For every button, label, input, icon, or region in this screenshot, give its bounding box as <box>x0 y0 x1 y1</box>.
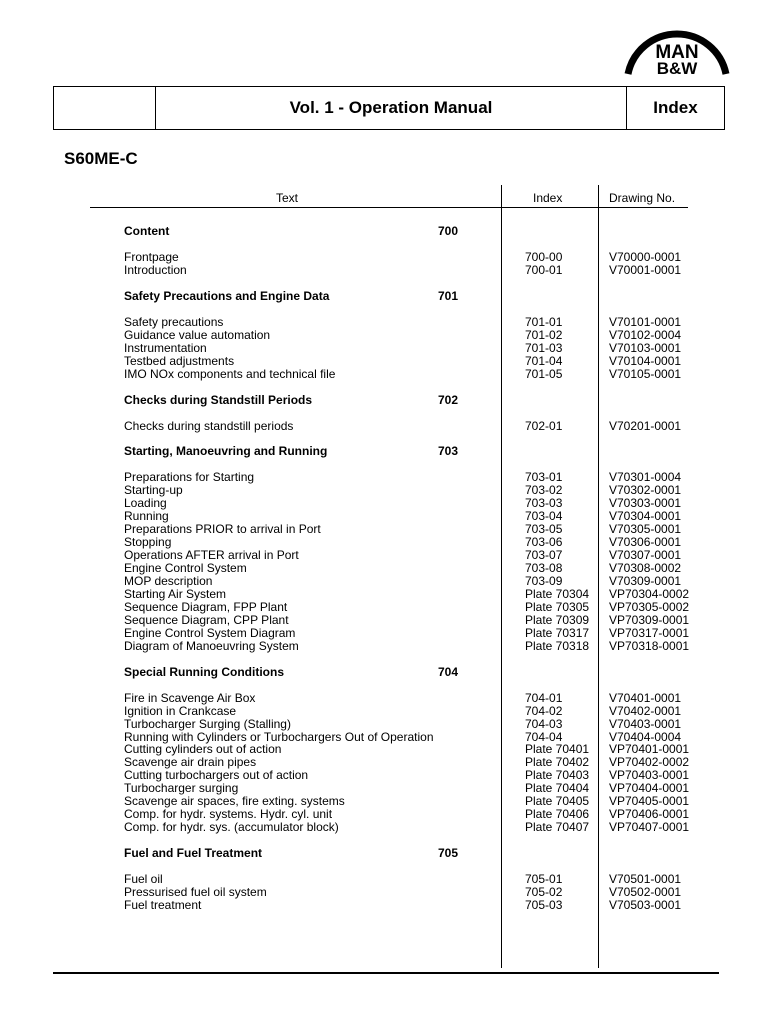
item-text: Engine Control System <box>124 561 247 576</box>
item-text: MOP description <box>124 574 213 588</box>
item-text: Fire in Scavenge Air Box <box>124 690 256 705</box>
item-drawing: V70302-0001 <box>609 483 682 498</box>
item-drawing: VP70403-0001 <box>609 768 690 783</box>
item-text: Preparations for Starting <box>124 470 255 485</box>
item-drawing: V70503-0001 <box>609 897 682 912</box>
item-text: Frontpage <box>124 249 179 264</box>
item-index: Plate 70318 <box>525 638 590 653</box>
item-drawing: V70501-0001 <box>609 872 682 887</box>
item-text: Starting Air System <box>124 586 227 601</box>
item-index: Plate 70304 <box>525 586 590 601</box>
item-index: 701-04 <box>525 353 563 368</box>
header-blank-cell <box>54 87 156 129</box>
item-index: Plate 70407 <box>525 820 590 835</box>
drawing-column-divider <box>598 185 599 968</box>
item-index: 705-03 <box>525 897 563 912</box>
item-text: Turbocharger Surging (Stalling) <box>124 716 291 731</box>
item-drawing: V70306-0001 <box>609 535 682 550</box>
item-text: Safety precautions <box>124 314 224 329</box>
item-index: Plate 70403 <box>525 768 590 783</box>
item-index: 704-04 <box>525 729 563 744</box>
item-text: Pressurised fuel oil system <box>124 885 267 899</box>
section-code: 703 <box>438 444 459 459</box>
engine-model: S60ME-C <box>64 149 138 168</box>
section-code: 701 <box>438 288 459 303</box>
item-drawing: VP70402-0002 <box>609 755 690 770</box>
item-index: 701-01 <box>525 314 563 329</box>
item-text: Starting-up <box>124 483 183 498</box>
item-index: 703-05 <box>525 522 563 537</box>
item-drawing: V70403-0001 <box>609 716 682 731</box>
item-index: Plate 70402 <box>525 755 590 770</box>
section-title: Safety Precautions and Engine Data <box>124 288 330 303</box>
item-text: Sequence Diagram, FPP Plant <box>124 599 288 614</box>
item-drawing: V70401-0001 <box>609 690 682 705</box>
section-title: Checks during Standstill Periods <box>124 392 313 407</box>
item-drawing: VP70407-0001 <box>609 820 690 835</box>
header-box <box>53 86 725 130</box>
item-drawing: VP70405-0001 <box>609 794 690 809</box>
item-text: Stopping <box>124 535 172 550</box>
item-index: 705-02 <box>525 885 563 899</box>
item-index: 704-01 <box>525 690 563 705</box>
item-text: Scavenge air drain pipes <box>124 755 257 770</box>
item-drawing: V70103-0001 <box>609 340 682 355</box>
section-code: 704 <box>438 664 459 679</box>
item-text: Comp. for hydr. systems. Hydr. cyl. unit <box>124 807 333 822</box>
item-index: 703-04 <box>525 509 563 524</box>
section-title: Special Running Conditions <box>124 664 284 679</box>
man-bw-logo <box>622 18 732 78</box>
col-header-text: Text <box>276 191 299 205</box>
section-code: 702 <box>438 392 459 407</box>
section-title: Fuel and Fuel Treatment <box>124 846 263 861</box>
item-text: Checks during standstill periods <box>124 418 294 433</box>
section-code: 705 <box>438 846 459 861</box>
item-text: Cutting cylinders out of action <box>124 742 282 757</box>
item-index: 703-08 <box>525 561 563 576</box>
item-drawing: V70305-0001 <box>609 522 682 537</box>
item-drawing: VP70318-0001 <box>609 638 690 653</box>
section-code: 700 <box>438 224 459 238</box>
item-drawing: VP70305-0002 <box>609 599 690 614</box>
item-index: 703-02 <box>525 483 563 498</box>
item-index: 703-06 <box>525 535 563 550</box>
item-text: Comp. for hydr. sys. (accumulator block) <box>124 820 339 835</box>
col-header-index: Index <box>533 191 563 205</box>
item-drawing: VP70406-0001 <box>609 807 690 822</box>
footer-rule <box>53 972 719 974</box>
item-text: Sequence Diagram, CPP Plant <box>124 612 289 627</box>
item-text: Ignition in Crankcase <box>124 703 237 718</box>
item-drawing: VP70317-0001 <box>609 625 690 640</box>
item-index: 703-09 <box>525 574 563 588</box>
item-index: 704-03 <box>525 716 563 731</box>
item-drawing: V70303-0001 <box>609 496 682 511</box>
item-drawing: V70402-0001 <box>609 703 682 718</box>
item-text: Turbocharger surging <box>124 781 239 796</box>
logo-line2: B&W <box>656 59 698 78</box>
item-index: Plate 70406 <box>525 807 590 822</box>
item-index: 705-01 <box>525 872 563 887</box>
item-index: Plate 70305 <box>525 599 590 614</box>
item-drawing: V70001-0001 <box>609 262 682 277</box>
item-index: Plate 70309 <box>525 612 590 627</box>
section-title: Starting, Manoeuvring and Running <box>124 444 328 459</box>
item-index: Plate 70404 <box>525 781 590 796</box>
item-text: Fuel oil <box>124 872 163 887</box>
item-index: 700-01 <box>525 262 563 277</box>
index-label: Index <box>653 98 698 117</box>
item-index: 701-05 <box>525 366 563 381</box>
item-text: Running <box>124 509 169 524</box>
item-index: 704-02 <box>525 703 563 718</box>
item-drawing: V70201-0001 <box>609 418 682 433</box>
item-text: Instrumentation <box>124 340 207 355</box>
item-text: Diagram of Manoeuvring System <box>124 638 299 653</box>
item-index: 700-00 <box>525 249 563 264</box>
logo-line1: MAN <box>655 42 699 63</box>
col-header-drawing: Drawing No. <box>609 191 676 205</box>
item-text: Engine Control System Diagram <box>124 625 296 640</box>
item-drawing: V70101-0001 <box>609 314 682 329</box>
item-text: IMO NOx components and technical file <box>124 366 336 381</box>
item-index: Plate 70317 <box>525 625 590 640</box>
item-text: Running with Cylinders or Turbochargers Out of Operation <box>124 729 434 744</box>
index-column-divider <box>501 185 502 968</box>
item-index: 703-01 <box>525 470 563 485</box>
item-index: 702-01 <box>525 418 563 433</box>
item-drawing: V70502-0001 <box>609 885 682 899</box>
manual-title: Vol. 1 - Operation Manual <box>156 87 627 129</box>
item-drawing: V70307-0001 <box>609 548 682 563</box>
item-index: 703-03 <box>525 496 563 511</box>
item-text: Operations AFTER arrival in Port <box>124 548 299 563</box>
item-drawing: VP70404-0001 <box>609 781 690 796</box>
item-drawing: V70105-0001 <box>609 366 682 381</box>
item-text: Testbed adjustments <box>124 353 235 368</box>
item-drawing: V70301-0004 <box>609 470 682 485</box>
item-drawing: VP70304-0002 <box>609 586 690 601</box>
item-drawing: V70308-0002 <box>609 561 682 576</box>
item-drawing: V70404-0004 <box>609 729 682 744</box>
item-drawing: VP70401-0001 <box>609 742 690 757</box>
item-text: Fuel treatment <box>124 897 202 912</box>
item-drawing: VP70309-0001 <box>609 612 690 627</box>
item-index: 703-07 <box>525 548 563 563</box>
item-text: Scavenge air spaces, fire exting. systems <box>124 794 345 809</box>
item-index: 701-02 <box>525 327 563 342</box>
item-text: Guidance value automation <box>124 327 271 342</box>
item-text: Loading <box>124 496 167 511</box>
item-text: Cutting turbochargers out of action <box>124 768 309 783</box>
item-drawing: V70304-0001 <box>609 509 682 524</box>
item-drawing: V70000-0001 <box>609 249 682 264</box>
item-index: Plate 70405 <box>525 794 590 809</box>
item-drawing: V70102-0004 <box>609 327 682 342</box>
item-index: Plate 70401 <box>525 742 590 757</box>
item-text: Preparations PRIOR to arrival in Port <box>124 522 321 537</box>
section-title: Content <box>124 224 170 238</box>
item-text: Introduction <box>124 262 187 277</box>
item-drawing: V70309-0001 <box>609 574 682 588</box>
item-drawing: V70104-0001 <box>609 353 682 368</box>
item-index: 701-03 <box>525 340 563 355</box>
